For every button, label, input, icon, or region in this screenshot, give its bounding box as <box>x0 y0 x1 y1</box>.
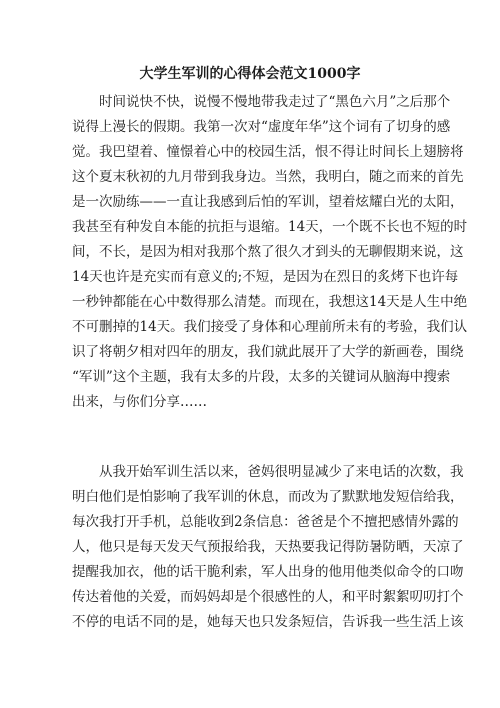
text-line: 从我开始军训生活以来，爸妈很明显减少了来电话的次数，我 <box>99 464 464 480</box>
text-line: “军训”这个主题，我有太多的片段，太多的关键词从脑海中搜索 <box>72 369 451 385</box>
text-line: 我甚至有种发自本能的抗拒与退缩。14天，一个既不长也不短的时 <box>72 219 468 235</box>
text-line: 一秒钟都能在心中数得那么清楚。而现在，我想这14天是人生中绝 <box>72 294 468 310</box>
text-line: 这个夏末秋初的九月带到我身边。当然，我明白，随之而来的首先 <box>72 169 464 185</box>
document-title: 大学生军训的心得体会范文1000字 <box>139 66 361 82</box>
text-line: 说得上漫长的假期。我第一次对“虚度年华”这个词有了切身的感 <box>72 119 451 135</box>
text-line: 人，他只是每天发天气预报给我，天热要我记得防暑防晒，天凉了 <box>72 539 464 555</box>
text-line: 觉。我巴望着、憧憬着心中的校园生活，恨不得让时间长上翅膀将 <box>72 144 464 160</box>
text-line: 不可删掉的14天。我们接受了身体和心理前所未有的考验，我们认 <box>72 319 468 335</box>
text-line: 传达着他的关爱，而妈妈却是个很感性的人，和平时絮絮叨叨打个 <box>72 589 464 605</box>
text-line: 间，不长，是因为相对我那个熬了很久才到头的无聊假期来说，这 <box>72 244 464 260</box>
text-line: 出来，与你们分享…… <box>72 394 207 410</box>
text-line: 不停的电话不同的是，她每天也只发条短信，告诉我一些生活上该 <box>72 614 464 630</box>
text-line: 14天也许是充实而有意义的;不短，是因为在烈日的炙烤下也许每 <box>72 269 459 285</box>
text-line: 明白他们是怕影响了我军训的休息，而改为了默默地发短信给我， <box>72 489 464 505</box>
text-line: 识了将朝夕相对四年的朋友，我们就此展开了大学的新画卷，围绕 <box>72 344 464 360</box>
text-line: 是一次励练——一直让我感到后怕的军训，望着炫耀白光的太阳， <box>72 194 464 210</box>
text-line: 时间说快不快，说慢不慢地带我走过了“黑色六月”之后那个 <box>99 94 451 110</box>
text-line: 提醒我加衣，他的话干脆利索，军人出身的他用他类似命令的口吻 <box>72 564 464 580</box>
text-line: 每次我打开手机，总能收到2条信息：爸爸是个不擅把感情外露的 <box>72 514 459 530</box>
